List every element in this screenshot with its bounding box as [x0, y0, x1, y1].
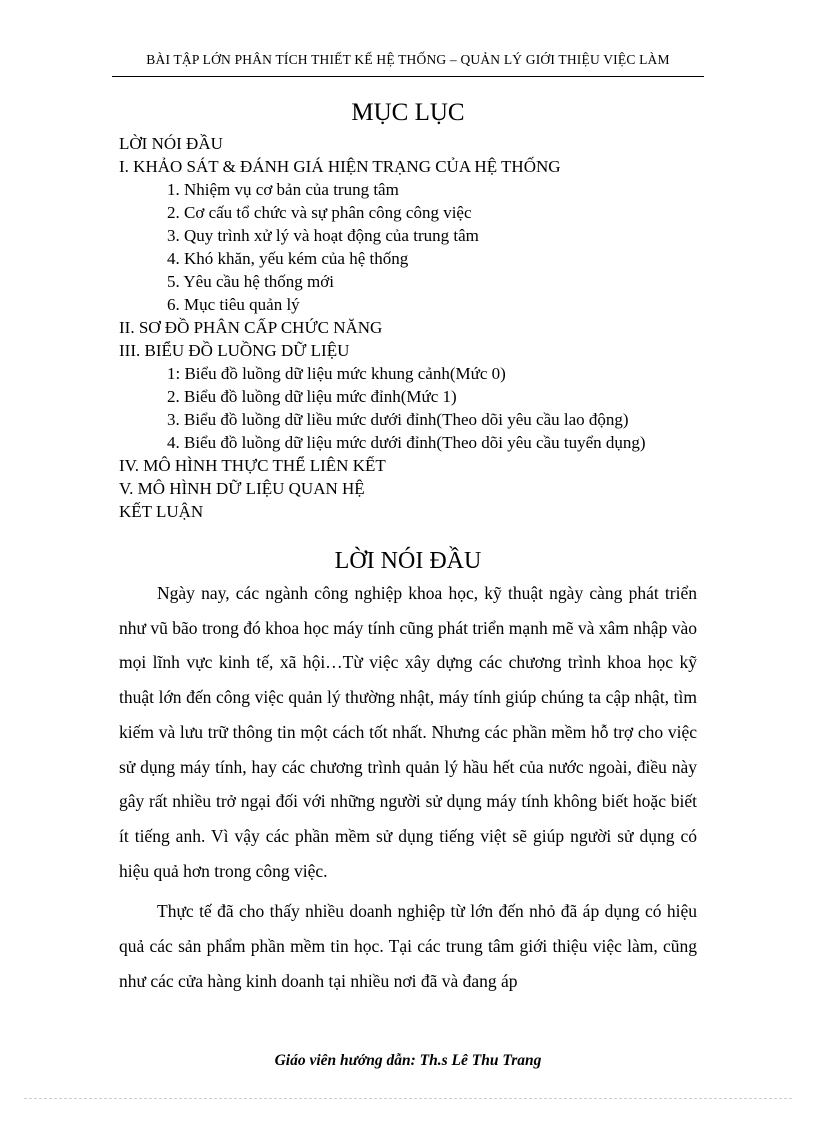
toc-item-3-3[interactable]: 3. Biểu đồ luồng dữ liều mức dưới đỉnh(Theo dõi yêu cầu lao động): [167, 410, 629, 429]
toc-item-section-4[interactable]: IV. MÔ HÌNH THỰC THỂ LIÊN KẾT: [119, 456, 386, 475]
toc-item-1-3[interactable]: 3. Quy trình xử lý và hoạt động của trung tâm: [167, 226, 479, 245]
toc-item-1-1[interactable]: 1. Nhiệm vụ cơ bản của trung tâm: [167, 180, 399, 199]
table-of-contents: [119, 132, 719, 523]
page-break-line: [24, 1098, 792, 1099]
toc-item-section-3[interactable]: III. BIỂU ĐỒ LUỒNG DỮ LIỆU: [119, 341, 350, 360]
toc-item-1-4[interactable]: 4. Khó khăn, yếu kém của hệ thống: [167, 249, 409, 268]
page-footer: Giáo viên hướng dẫn: Th.s Lê Thu Trang: [274, 1052, 542, 1069]
toc-item-conclusion[interactable]: KẾT LUẬN: [119, 502, 204, 521]
toc-item-1-2[interactable]: 2. Cơ cấu tổ chức và sự phân công công việc: [167, 203, 472, 222]
toc-item-intro[interactable]: LỜI NÓI ĐẦU: [119, 134, 223, 153]
intro-paragraph: Thực tế đã cho thấy nhiều doanh nghiệp từ lớn đến nhỏ đã áp dụng có hiệu quả các sản phẩm phần mềm tin học. Tại các trung tâm giới thiệu việc làm, cũng như các cửa hàng kinh doanh tại nhiều nơi đã và đang áp: [119, 901, 697, 991]
toc-item-section-1[interactable]: I. KHẢO SÁT & ĐÁNH GIÁ HIỆN TRẠNG CỦA HỆ THỐNG: [119, 157, 561, 176]
toc-item-3-1[interactable]: 1: Biểu đồ luồng dữ liệu mức khung cảnh(Mức 0): [167, 364, 506, 383]
intro-body: [119, 576, 697, 998]
toc-item-1-5[interactable]: 5. Yêu cầu hệ thống mới: [167, 272, 334, 291]
page-header: BÀI TẬP LỚN PHÂN TÍCH THIẾT KẾ HỆ THỐNG – QUẢN LÝ GIỚI THIỆU VIỆC LÀM: [146, 52, 670, 67]
toc-item-section-2[interactable]: II. SƠ ĐỒ PHÂN CẤP CHỨC NĂNG: [119, 318, 383, 337]
intro-paragraph: Ngày nay, các ngành công nghiệp khoa học, kỹ thuật ngày càng phát triển như vũ bão trong đó khoa học máy tính cũng phát triển mạnh mẽ và xâm nhập vào mọi lĩnh vực kinh tế, xã hội…Từ việc xây dựng các chương trình khoa học kỹ thuật lớn đến công việc quản lý thường nhật, máy tính giúp chúng ta cập nhật, tìm kiếm và lưu trữ thông tin một cách tốt nhất. Nhưng các phần mềm hỗ trợ cho việc sử dụng máy tính, hay các chương trình quản lý hầu hết của nước ngoài, điều này gây rất nhiều trở ngại đối với những người sử dụng máy tính không biết hoặc biết ít tiếng anh. Vì vậy các phần mềm sử dụng tiếng việt sẽ giúp người sử dụng có hiệu quả hơn trong công việc.: [119, 583, 697, 881]
intro-heading: LỜI NÓI ĐẦU: [334, 548, 482, 574]
toc-title: MỤC LỤC: [351, 99, 465, 126]
toc-item-section-5[interactable]: V. MÔ HÌNH DỮ LIỆU QUAN HỆ: [119, 479, 365, 498]
toc-item-1-6[interactable]: 6. Mục tiêu quản lý: [167, 295, 300, 314]
toc-item-3-4[interactable]: 4. Biểu đồ luồng dữ liệu mức dưới đỉnh(Theo dõi yêu cầu tuyển dụng): [167, 433, 646, 452]
header-divider: [112, 76, 704, 77]
toc-item-3-2[interactable]: 2. Biểu đồ luồng dữ liệu mức đỉnh(Mức 1): [167, 387, 457, 406]
